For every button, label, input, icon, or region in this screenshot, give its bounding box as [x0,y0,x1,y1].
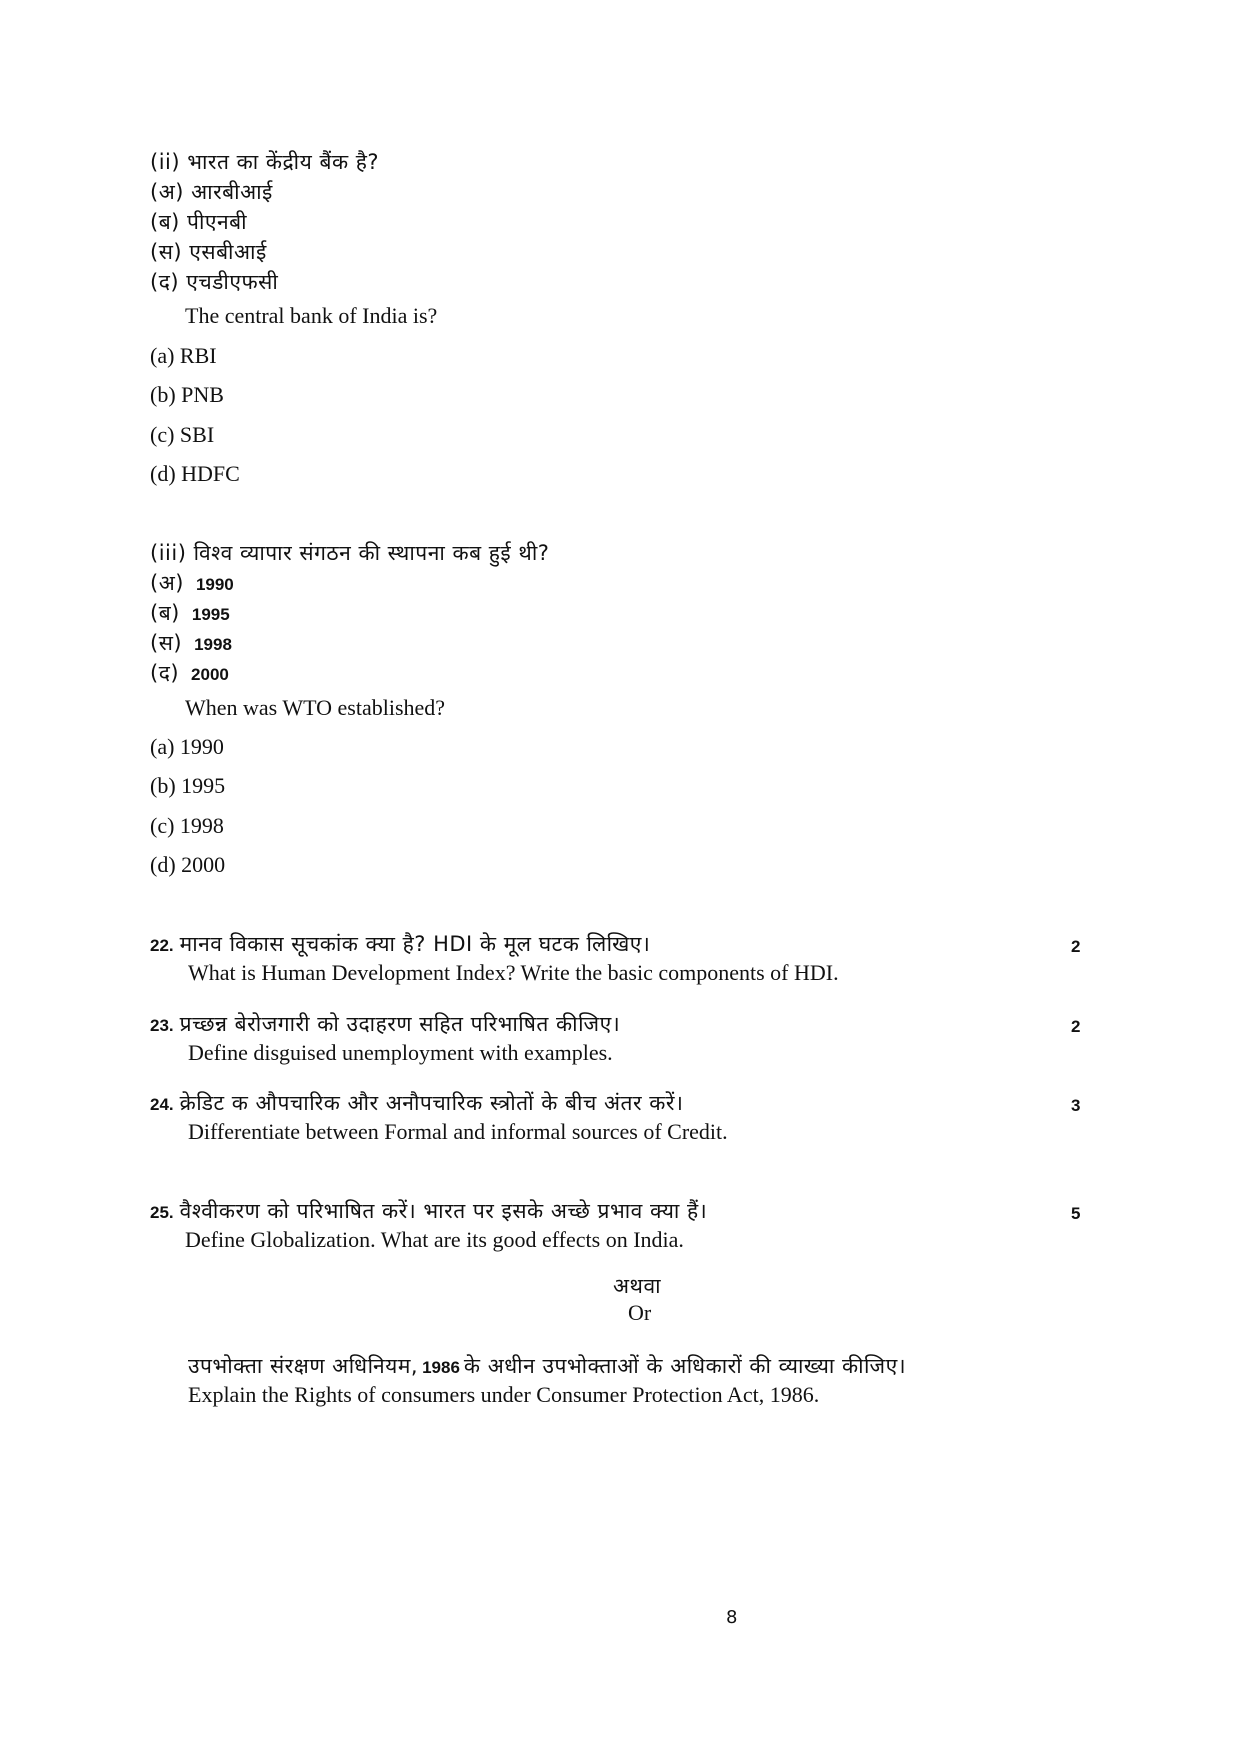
or-english: Or [628,1300,652,1325]
question-23-english: Define disguised unemployment with examples. [188,1040,613,1065]
question-25-marks: 5 [1071,1204,1081,1223]
q21-ii-hindi-option-d: (द) एचडीएफसी [150,270,279,294]
option-value: 1998 [194,635,232,654]
question-25-english: Define Globalization. What are its good effects on India. [185,1227,684,1252]
q21-iii-english-option-d: (d) 2000 [150,852,226,877]
q21-iii-hindi-option-d [150,663,229,684]
question-number: 22. [150,936,174,955]
question-25-hindi [150,1201,707,1222]
question-text: वैश्वीकरण को परिभाषित करें। भारत पर इसके अच्छे प्रभाव क्या हैं। [179,1199,708,1223]
option-label: (ब) [150,601,180,625]
or-hindi: अथवा [613,1274,662,1298]
question-text: प्रच्छन्न बेरोजगारी को उदाहरण सहित परिभाषित कीजिए। [179,1012,621,1036]
page-number: 8 [726,1607,738,1628]
or-question-hindi-part2: के अधीन उपभोक्ताओं के अधिकारों की व्याख्या कीजिए। [463,1354,907,1378]
q21-iii-hindi-option-a [150,573,234,594]
option-value: 1995 [191,605,230,624]
q21-iii-english-option-c: (c) 1998 [150,813,224,838]
question-text: क्रेडिट क औपचारिक और अनौपचारिक स्त्रोतों के बीच अंतर करें। [179,1091,684,1115]
question-24-hindi [150,1093,683,1114]
q21-ii-hindi-question: (ii) भारत का केंद्रीय बैंक है? [150,150,380,174]
q21-iii-english-option-b: (b) 1995 [150,773,226,798]
q21-iii-hindi-option-b [150,603,230,624]
question-number: 24. [150,1095,174,1114]
q21-ii-english-option-d: (d) HDFC [150,461,240,486]
option-value: 2000 [191,665,229,684]
or-question-hindi-year: 1986 [422,1358,460,1377]
question-22-hindi [150,934,650,955]
question-24-marks: 3 [1071,1096,1081,1115]
question-22-marks: 2 [1071,937,1081,956]
q21-ii-hindi-option-b: (ब) पीएनबी [150,210,248,234]
q21-ii-hindi-option-a: (अ) आरबीआई [150,180,273,204]
or-question-hindi-part1: उपभोक्ता संरक्षण अधिनियम, [188,1354,419,1378]
q21-iii-english-option-a: (a) 1990 [150,734,224,759]
question-22-english: What is Human Development Index? Write the basic components of HDI. [188,960,839,985]
or-question-english: Explain the Rights of consumers under Consumer Protection Act, 1986. [188,1382,820,1407]
option-label: (द) [150,661,180,685]
option-value: 1990 [195,575,234,594]
q21-ii-english-question: The central bank of India is? [185,303,438,328]
question-24-english: Differentiate between Formal and informal sources of Credit. [188,1119,728,1144]
q21-iii-english-question: When was WTO established? [185,695,446,720]
question-number: 23. [150,1016,174,1035]
q21-iii-hindi-question: (iii) विश्व व्यापार संगठन की स्थापना कब हुई थी? [150,541,550,565]
question-text: मानव विकास सूचकांक क्या है? HDI के मूल घटक लिखिए। [179,932,651,956]
option-label: (अ) [150,571,184,595]
question-23-marks: 2 [1071,1017,1081,1036]
q21-ii-english-option-b: (b) PNB [150,382,224,407]
q21-ii-hindi-option-c: (स) एसबीआई [150,240,267,264]
q21-iii-hindi-option-c [150,633,232,654]
q21-ii-english-option-c: (c) SBI [150,422,215,447]
or-question-hindi [188,1356,906,1377]
question-number: 25. [150,1203,174,1222]
option-label: (स) [150,631,183,655]
q21-ii-english-option-a: (a) RBI [150,343,217,368]
question-23-hindi [150,1014,620,1035]
